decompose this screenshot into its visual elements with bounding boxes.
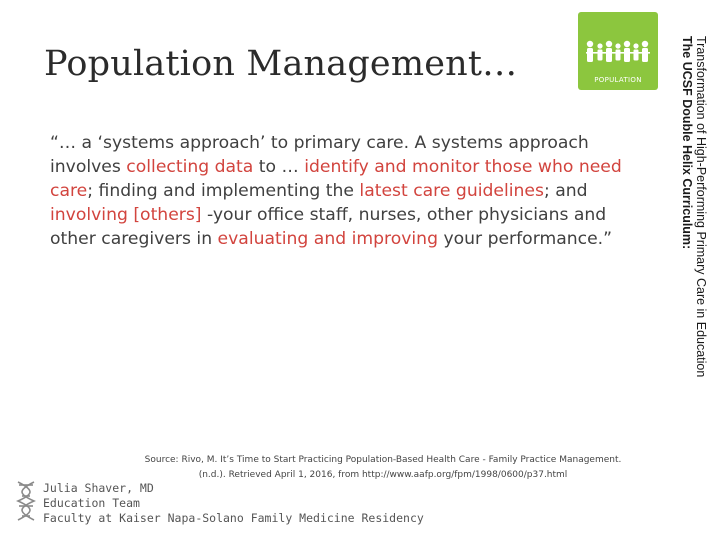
quote-text — [50, 131, 640, 251]
quote-segment: -your office staff, nurses, other physicians and other caregivers in — [50, 205, 607, 249]
presenter-info — [43, 481, 424, 526]
quote-segment: ; finding and implementing the — [87, 181, 360, 201]
quote-segment: “… a ‘systems approach’ to primary care. A systems approach involves — [50, 133, 589, 177]
source-line-1: Source: Rivo, M. It’s Time to Start Practicing Population-Based Health Care - Family Practice Management. — [144, 455, 622, 465]
presenter-team: Education Team — [43, 496, 140, 510]
quote-highlight: identify and monitor those who need care — [50, 157, 622, 201]
quote-segment: to … — [253, 157, 305, 177]
quote-highlight: involving [others] — [50, 205, 202, 225]
double-helix-icon — [13, 480, 39, 522]
slide-title: Population Management… — [44, 44, 518, 84]
quote-highlight: evaluating and improving — [217, 229, 438, 249]
source-citation — [118, 453, 648, 483]
population-logo — [578, 12, 658, 90]
quote-highlight: latest care guidelines — [359, 181, 544, 201]
curriculum-banner — [668, 0, 720, 540]
curriculum-subtitle: Transformation of High-Performing Primary Care in Education — [694, 36, 708, 378]
presenter-name: Julia Shaver, MD — [43, 481, 154, 495]
quote-segment: ; and — [543, 181, 588, 201]
curriculum-title: The UCSF Double Helix Curriculum: — [680, 36, 694, 250]
source-line-2: (n.d.). Retrieved April 1, 2016, from http://www.aafp.org/fpm/1998/0600/p37.html — [198, 470, 568, 480]
presenter-affiliation: Faculty at Kaiser Napa-Solano Family Medicine Residency — [43, 511, 424, 525]
logo-label: POPULATION — [594, 76, 642, 84]
quote-highlight: collecting data — [126, 157, 254, 177]
quote-segment: your performance.” — [438, 229, 613, 249]
